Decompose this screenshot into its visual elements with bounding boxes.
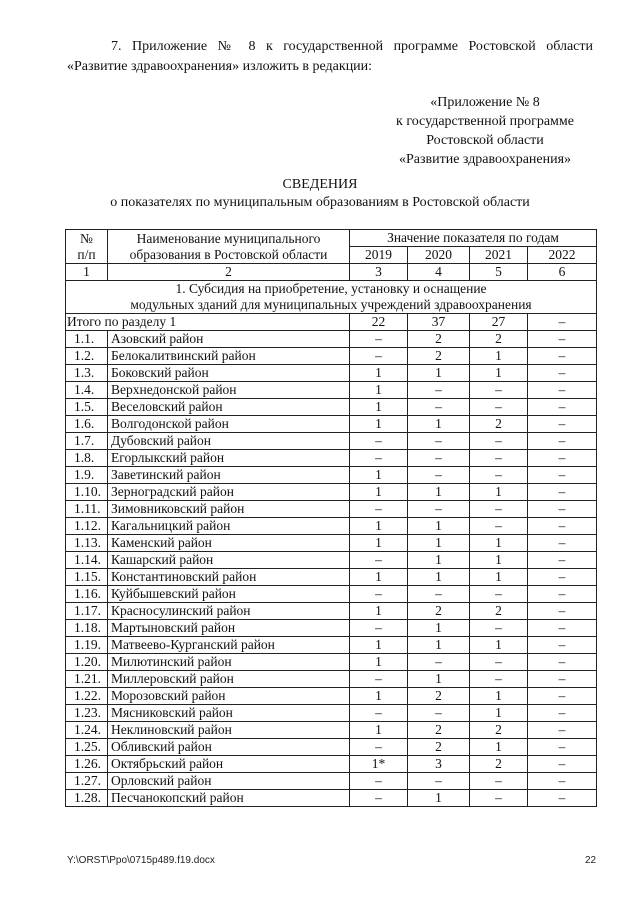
row-value: 2 [408,348,470,365]
table-row [66,739,597,756]
row-value: 1 [350,399,408,416]
total-value: 27 [470,314,528,331]
row-value: 1 [408,569,470,586]
row-value: – [408,450,470,467]
row-value: – [528,331,597,348]
row-value: – [408,705,470,722]
table-row [66,654,597,671]
row-value: 1 [350,603,408,620]
row-value: – [528,603,597,620]
row-value: 1 [470,739,528,756]
header-year: 2022 [528,247,597,264]
row-value: 1 [408,535,470,552]
row-municipality-name: Куйбышевский район [108,586,350,603]
header-name-line1: Наименование муниципального [136,230,321,246]
section-title-cell [66,281,597,314]
row-value: 1 [408,637,470,654]
table-row [66,433,597,450]
row-value: – [470,790,528,807]
row-value: 2 [470,416,528,433]
row-value: – [350,671,408,688]
row-municipality-name: Заветинский район [108,467,350,484]
row-value: – [350,739,408,756]
row-value: – [408,586,470,603]
row-number: 1.12. [66,518,108,535]
row-value: 2 [470,722,528,739]
table-row [66,518,597,535]
row-value: 1 [408,484,470,501]
row-value: 1 [470,569,528,586]
row-number: 1.8. [66,450,108,467]
row-value: – [350,620,408,637]
row-value: – [408,399,470,416]
row-municipality-name: Верхнедонской район [108,382,350,399]
row-number: 1.22. [66,688,108,705]
row-value: 1 [470,535,528,552]
row-value: 1 [470,688,528,705]
row-value: – [528,535,597,552]
table-row [66,467,597,484]
header-year: 2020 [408,247,470,264]
table-row [66,603,597,620]
row-municipality-name: Зимовниковский район [108,501,350,518]
row-value: – [350,790,408,807]
row-value: 1 [350,518,408,535]
row-value: 1 [470,365,528,382]
row-value: – [470,399,528,416]
header-name-line2: образования в Ростовской области [129,246,328,262]
row-municipality-name: Белокалитвинский район [108,348,350,365]
row-value: – [528,416,597,433]
section-title-row [66,281,597,314]
header-year: 2019 [350,247,408,264]
table-row [66,688,597,705]
row-value: – [470,450,528,467]
appendix-line: «Развитие здравоохранения» [398,152,572,167]
row-value: – [528,399,597,416]
row-number: 1.5. [66,399,108,416]
appendix-line: к государственной программе [396,114,574,129]
row-number: 1.15. [66,569,108,586]
row-value: – [350,348,408,365]
row-value: – [528,433,597,450]
row-value: 1 [408,671,470,688]
header-num-line1: № [80,230,93,246]
row-municipality-name: Зерноградский район [108,484,350,501]
row-value: – [408,501,470,518]
row-number: 1.27. [66,773,108,790]
row-value: 3 [408,756,470,773]
section-title-line1: 1. Субсидия на приобретение, установку и оснащение [175,281,487,296]
row-value: 2 [470,331,528,348]
row-number: 1.1. [66,331,108,348]
row-value: – [528,348,597,365]
row-value: – [408,382,470,399]
row-value: 1 [350,484,408,501]
appendix-line: «Приложение № 8 [430,95,540,110]
page-number: 22 [585,855,597,866]
row-value: – [350,331,408,348]
row-municipality-name: Волгодонской район [108,416,350,433]
table-row [66,586,597,603]
row-municipality-name: Веселовский район [108,399,350,416]
row-number: 1.14. [66,552,108,569]
column-number: 4 [408,264,470,281]
total-value: 37 [408,314,470,331]
table-row [66,399,597,416]
row-value: 2 [408,739,470,756]
row-value: 2 [408,603,470,620]
row-value: – [470,467,528,484]
row-value: – [470,433,528,450]
row-value: 1 [350,688,408,705]
row-number: 1.28. [66,790,108,807]
row-value: 1* [350,756,408,773]
row-value: – [528,450,597,467]
row-value: – [470,620,528,637]
row-value: – [408,433,470,450]
row-municipality-name: Орловский район [108,773,350,790]
row-value: 1 [470,705,528,722]
total-value: – [528,314,597,331]
column-number: 2 [108,264,350,281]
row-value: – [470,382,528,399]
row-number: 1.4. [66,382,108,399]
table-row [66,790,597,807]
row-value: – [528,671,597,688]
row-value: 1 [470,348,528,365]
row-value: – [408,467,470,484]
column-number: 5 [470,264,528,281]
table-row [66,620,597,637]
row-value: – [528,365,597,382]
row-municipality-name: Азовский район [108,331,350,348]
row-value: 1 [350,637,408,654]
document-subtitle: о показателях по муниципальным образованиям в Ростовской области [110,195,530,210]
row-value: – [470,773,528,790]
row-value: 1 [350,416,408,433]
row-municipality-name: Морозовский район [108,688,350,705]
row-value: – [350,705,408,722]
row-municipality-name: Кагальницкий район [108,518,350,535]
row-municipality-name: Боковский район [108,365,350,382]
row-value: 1 [470,637,528,654]
table-row [66,450,597,467]
header-num-cell [66,230,108,264]
row-value: – [470,586,528,603]
row-value: – [470,501,528,518]
table-row [66,552,597,569]
row-value: – [528,773,597,790]
row-value: 2 [408,331,470,348]
header-value-group: Значение показателя по годам [350,230,597,247]
row-municipality-name: Мясниковский район [108,705,350,722]
row-value: 1 [350,382,408,399]
total-value: 22 [350,314,408,331]
table-row [66,416,597,433]
row-value: 1 [408,365,470,382]
row-value: 2 [408,722,470,739]
row-number: 1.23. [66,705,108,722]
row-municipality-name: Кашарский район [108,552,350,569]
table-row [66,637,597,654]
row-value: 1 [350,467,408,484]
document-title: СВЕДЕНИЯ [282,177,358,192]
row-number: 1.26. [66,756,108,773]
row-number: 1.9. [66,467,108,484]
row-value: 1 [350,365,408,382]
row-value: – [350,773,408,790]
row-number: 1.19. [66,637,108,654]
row-value: – [528,637,597,654]
row-number: 1.16. [66,586,108,603]
table-row [66,773,597,790]
table-row [66,705,597,722]
row-value: – [528,654,597,671]
row-number: 1.13. [66,535,108,552]
row-value: 1 [408,552,470,569]
column-number: 6 [528,264,597,281]
row-number: 1.3. [66,365,108,382]
row-value: – [528,552,597,569]
row-municipality-name: Матвеево-Курганский район [108,637,350,654]
row-value: 1 [350,722,408,739]
row-value: – [528,586,597,603]
row-number: 1.24. [66,722,108,739]
row-municipality-name: Егорлыкский район [108,450,350,467]
appendix-line: Ростовской области [426,133,544,148]
row-value: – [528,484,597,501]
row-municipality-name: Каменский район [108,535,350,552]
row-value: 1 [350,535,408,552]
row-number: 1.11. [66,501,108,518]
row-value: 1 [470,484,528,501]
row-number: 1.2. [66,348,108,365]
row-value: – [470,518,528,535]
row-value: – [350,433,408,450]
row-number: 1.7. [66,433,108,450]
row-municipality-name: Константиновский район [108,569,350,586]
row-value: 1 [350,654,408,671]
row-municipality-name: Миллеровский район [108,671,350,688]
row-value: 1 [470,552,528,569]
total-label: Итого по разделу 1 [66,314,350,331]
table-row [66,382,597,399]
row-value: – [528,739,597,756]
table-row [66,569,597,586]
row-value: – [350,586,408,603]
row-municipality-name: Дубовский район [108,433,350,450]
row-value: – [528,756,597,773]
header-num-line2: п/п [77,246,96,262]
column-number: 1 [66,264,108,281]
row-value: – [470,654,528,671]
row-number: 1.18. [66,620,108,637]
row-value: 1 [408,620,470,637]
header-row-1 [66,230,597,247]
row-value: – [528,501,597,518]
header-year: 2021 [470,247,528,264]
column-number-row [66,264,597,281]
row-value: – [528,467,597,484]
row-number: 1.25. [66,739,108,756]
table-row [66,501,597,518]
row-value: – [528,790,597,807]
row-municipality-name: Неклиновский район [108,722,350,739]
row-municipality-name: Мартыновский район [108,620,350,637]
row-number: 1.6. [66,416,108,433]
table-row [66,722,597,739]
row-municipality-name: Красносулинский район [108,603,350,620]
appendix-reference [330,93,640,169]
row-value: – [528,569,597,586]
table-row [66,671,597,688]
row-municipality-name: Октябрьский район [108,756,350,773]
row-number: 1.20. [66,654,108,671]
total-row [66,314,597,331]
row-municipality-name: Милютинский район [108,654,350,671]
table-row [66,535,597,552]
row-value: – [528,518,597,535]
section-title-line2: модульных зданий для муниципальных учреждений здравоохранения [130,297,532,312]
row-number: 1.10. [66,484,108,501]
row-value: 1 [408,518,470,535]
row-value: 1 [408,790,470,807]
row-value: – [350,450,408,467]
row-municipality-name: Обливский район [108,739,350,756]
row-value: – [528,705,597,722]
header-name-cell [108,230,350,264]
row-value: 2 [470,603,528,620]
footer-file-path: Y:\ORST\Ppo\0715p489.f19.docx [67,855,215,866]
intro-paragraph: 7. Приложение № 8 к государственной программе Ростовской области «Развитие здравоохранения» изложить в редакции: [67,39,593,74]
row-value: – [528,722,597,739]
table-row [66,365,597,382]
row-value: – [528,688,597,705]
row-value: – [528,620,597,637]
indicators-table [65,229,597,807]
table-row [66,484,597,501]
row-value: – [408,654,470,671]
row-municipality-name: Песчанокопский район [108,790,350,807]
table-row [66,331,597,348]
row-number: 1.21. [66,671,108,688]
row-value: 1 [350,569,408,586]
row-number: 1.17. [66,603,108,620]
row-value: – [528,382,597,399]
column-number: 3 [350,264,408,281]
row-value: 2 [408,688,470,705]
row-value: 1 [408,416,470,433]
row-value: – [350,552,408,569]
row-value: – [470,671,528,688]
row-value: – [350,501,408,518]
row-value: 2 [470,756,528,773]
row-value: – [408,773,470,790]
table-row [66,348,597,365]
table-row [66,756,597,773]
